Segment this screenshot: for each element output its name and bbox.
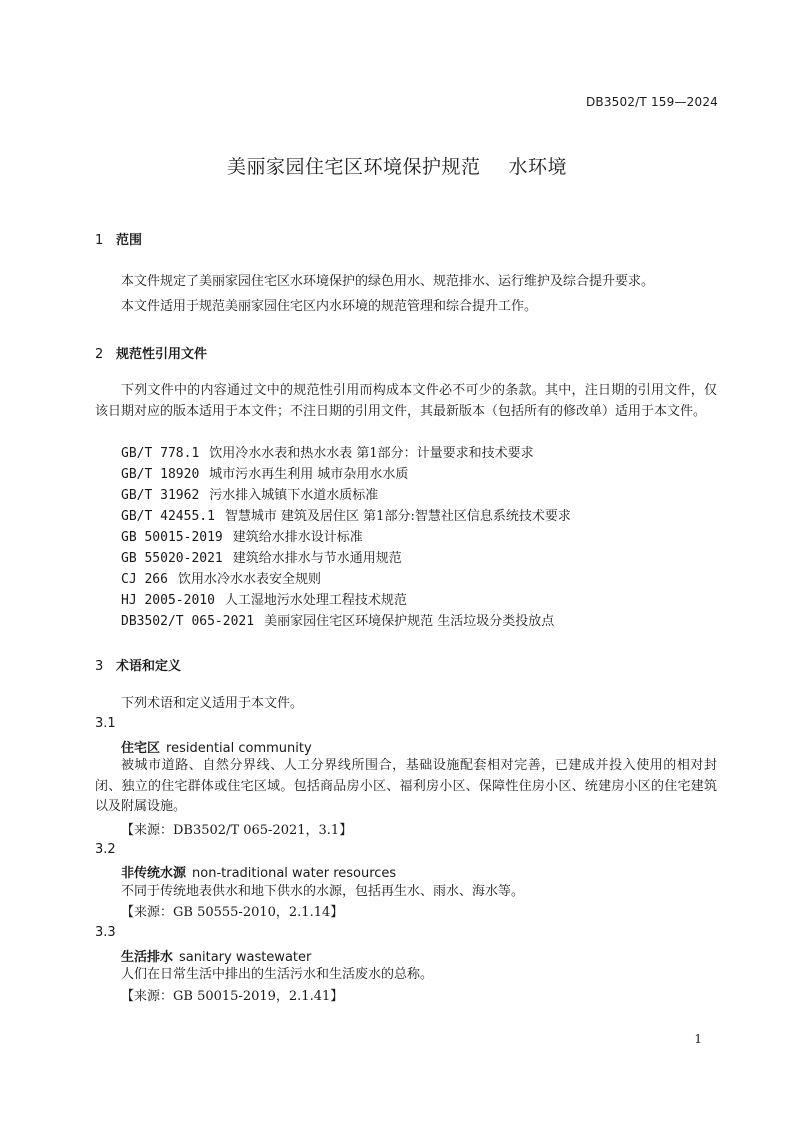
section-3-heading: 3 术语和定义 xyxy=(95,659,182,674)
terms-intro: 下列术语和定义适用于本文件。 xyxy=(121,696,304,711)
document-title xyxy=(0,152,794,179)
normative-intro: 下列文件中的内容通过文中的规范性引用而构成本文件必不可少的条款。其中，注日期的引用文件，仅该日期对应的版本适用于本文件；不注日期的引用文件，其最新版本（包括所有的修改单）适用于本文件。 xyxy=(95,383,717,419)
term-source: 【来源：DB3502/T 065-2021，3.1】 xyxy=(121,823,353,838)
ref-item: GB 55020-2021 建筑给水排水与节水通用规范 xyxy=(121,551,402,566)
term-number: 3.1 xyxy=(95,716,116,731)
term-source: 【来源：GB 50015-2019，2.1.41】 xyxy=(121,989,344,1004)
term-number: 3.2 xyxy=(95,842,116,857)
ref-item: GB 50015-2019 建筑给水排水设计标准 xyxy=(121,530,363,545)
ref-item: GB/T 42455.1 智慧城市 建筑及居住区 第1部分:智慧社区信息系统技术要求 xyxy=(121,509,571,524)
term-title: 住宅区 residential community xyxy=(121,741,312,756)
ref-item: GB/T 31962 污水排入城镇下水道水质标准 xyxy=(121,488,379,503)
ref-item: GB/T 778.1 饮用冷水水表和热水水表 第1部分：计量要求和技术要求 xyxy=(121,446,534,461)
ref-item: CJ 266 饮用水冷水水表安全规则 xyxy=(121,572,321,587)
scope-para-1: 本文件规定了美丽家园住宅区水环境保护的绿色用水、规范排水、运行维护及综合提升要求。 xyxy=(121,274,655,289)
standard-code: DB3502/T 159—2024 xyxy=(585,95,718,109)
term-definition: 人们在日常生活中排出的生活污水和生活废水的总称。 xyxy=(121,967,434,982)
scope-para-2: 本文件适用于规范美丽家园住宅区内水环境的规范管理和综合提升工作。 xyxy=(121,299,538,314)
term-title: 生活排水 sanitary wastewater xyxy=(121,950,312,965)
section-2-heading: 2 规范性引用文件 xyxy=(95,347,208,362)
term-title: 非传统水源 non-traditional water resources xyxy=(121,866,397,881)
page-number: 1 xyxy=(694,1032,702,1046)
term-number: 3.3 xyxy=(95,925,116,940)
title-main: 美丽家园住宅区环境保护规范 xyxy=(226,156,481,178)
section-1-heading: 1 范围 xyxy=(95,233,143,248)
ref-item: DB3502/T 065-2021 美丽家园住宅区环境保护规范 生活垃圾分类投放点 xyxy=(121,614,555,629)
ref-item: HJ 2005-2010 人工湿地污水处理工程技术规范 xyxy=(121,593,407,608)
ref-item: GB/T 18920 城市污水再生利用 城市杂用水水质 xyxy=(121,467,409,482)
term-source: 【来源：GB 50555-2010，2.1.14】 xyxy=(121,905,344,920)
term-definition: 被城市道路、自然分界线、人工分界线所围合，基础设施配套相对完善，已建成并投入使用的相对封闭、独立的住宅群体或住宅区域。包括商品房小区、福利房小区、保障性住房小区、统建房小区的住宅建筑以及附属设施。 xyxy=(95,758,717,814)
title-sub: 水环境 xyxy=(508,156,568,178)
term-definition: 不同于传统地表供水和地下供水的水源，包括再生水、雨水、海水等。 xyxy=(121,884,525,899)
